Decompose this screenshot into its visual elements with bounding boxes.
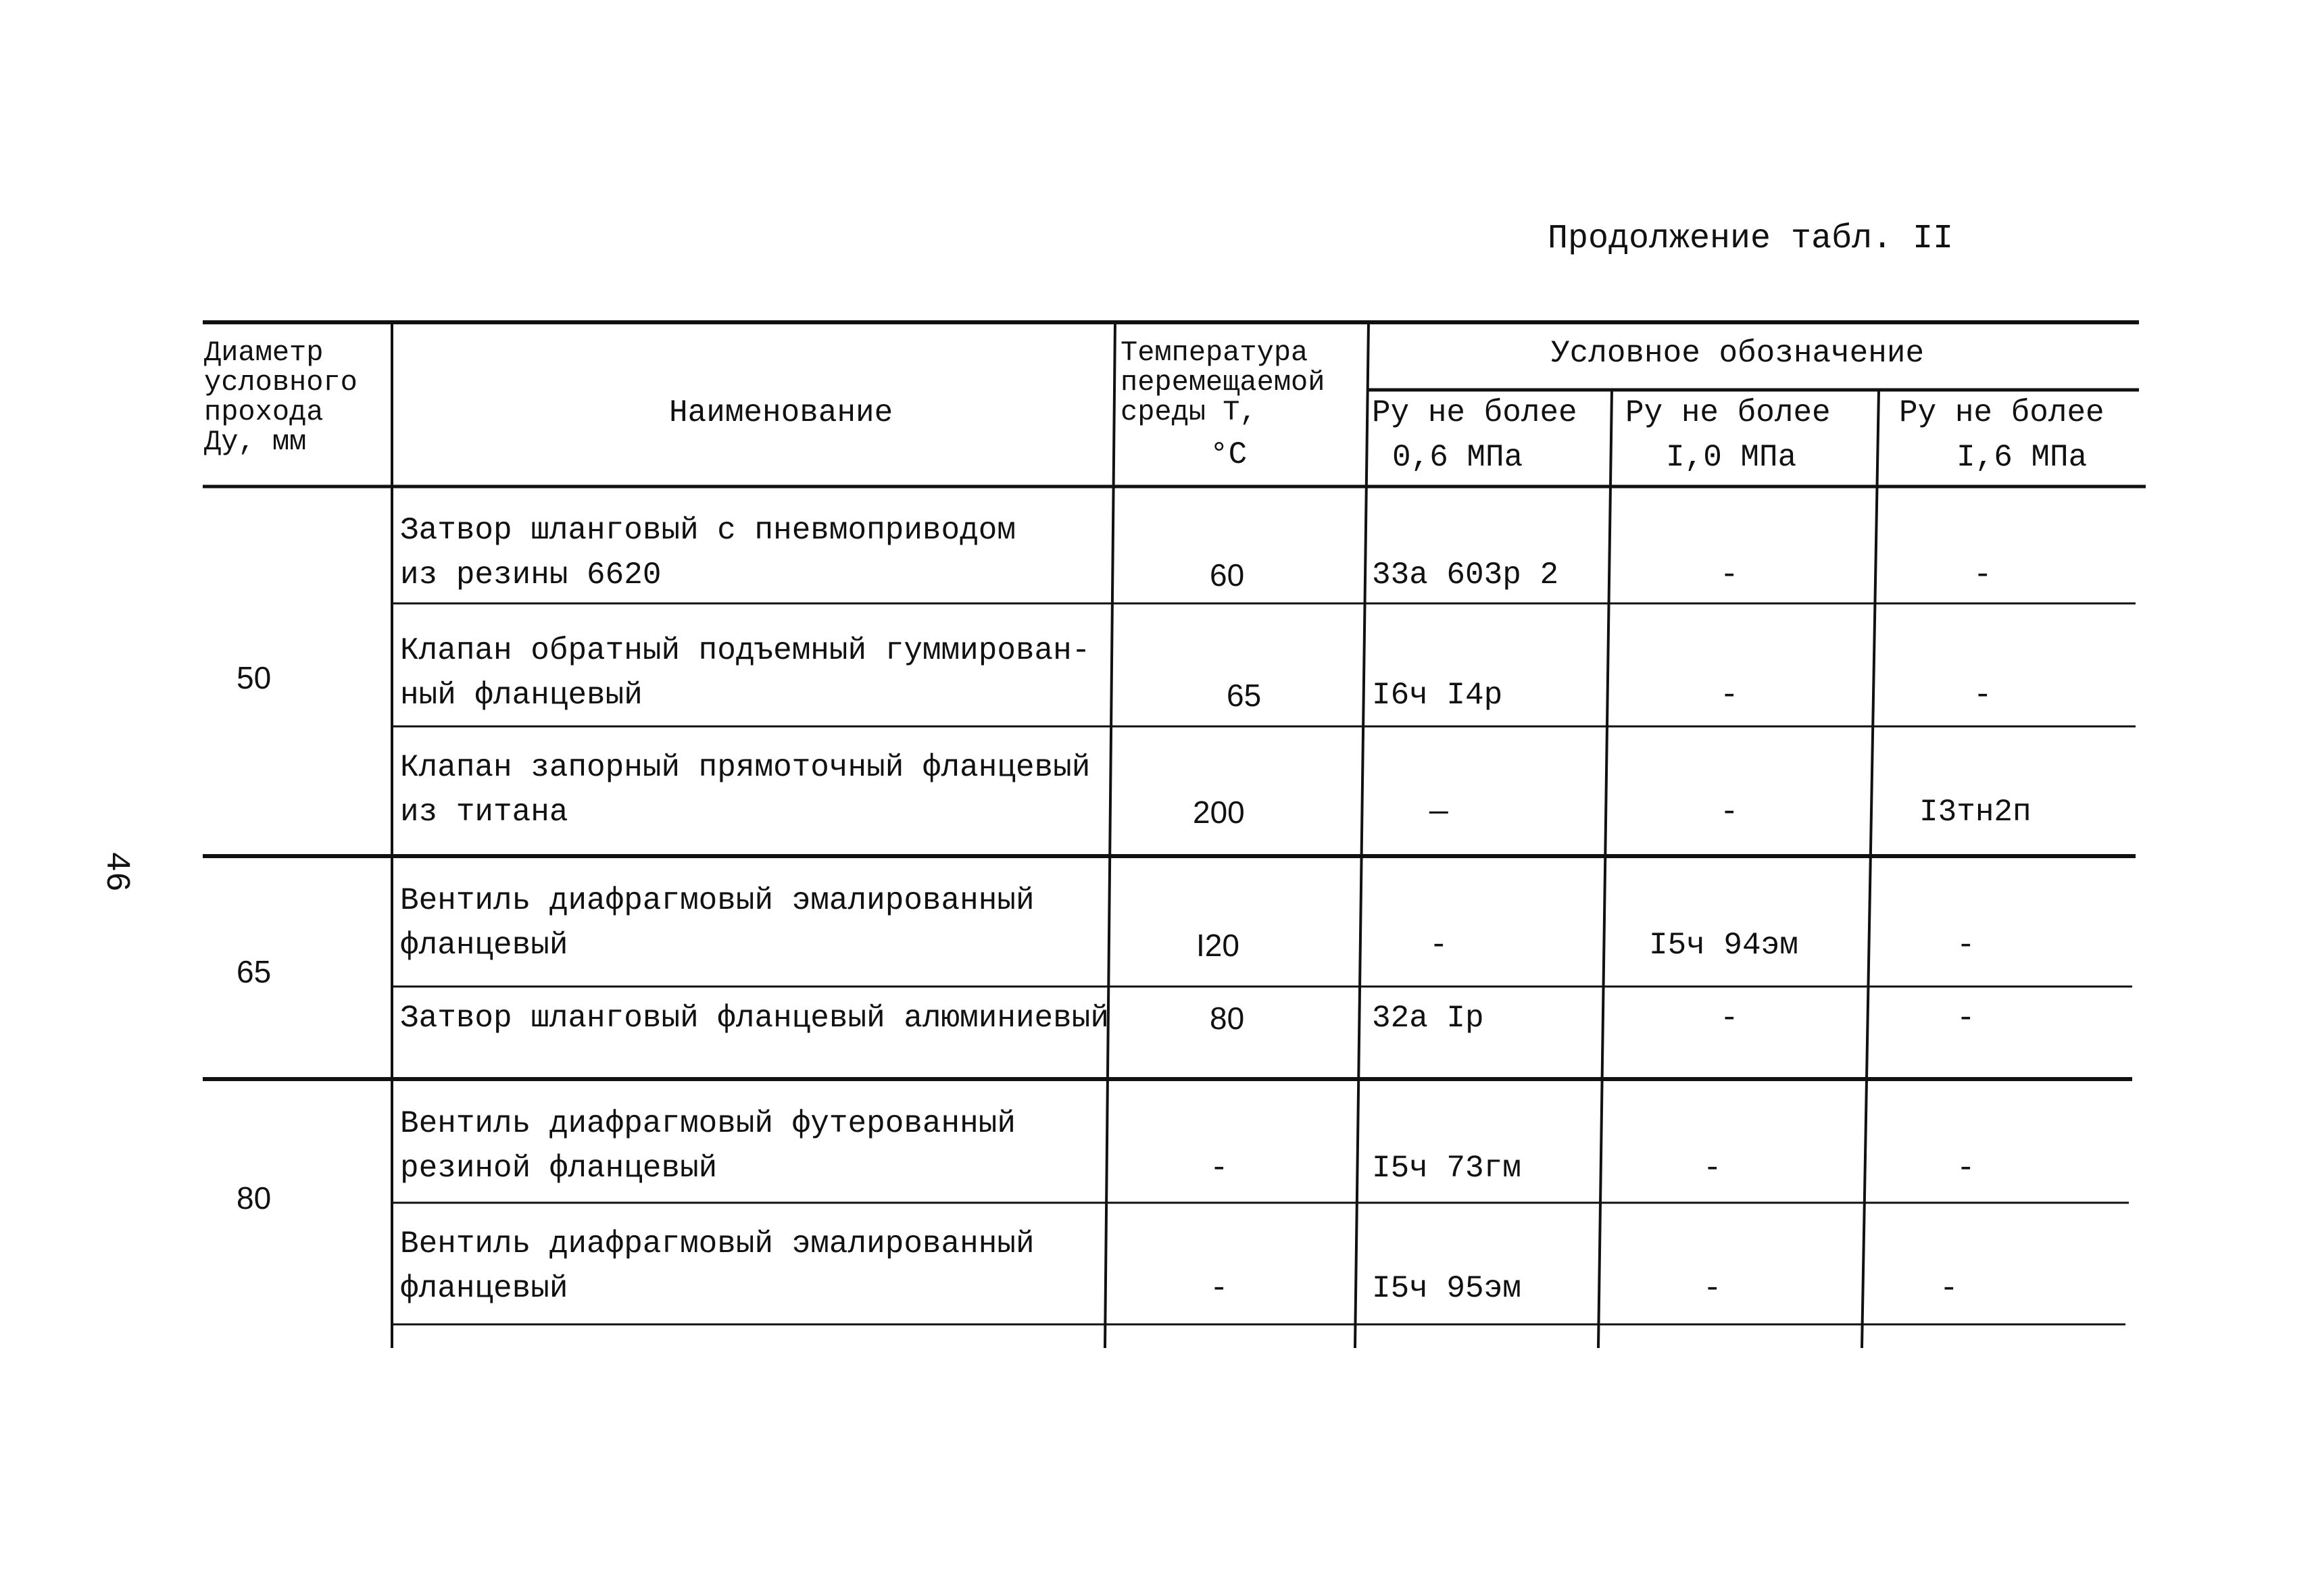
header-diameter-line-1: Диаметр [204, 336, 324, 369]
header-designation-group: Условное обозначение [1551, 336, 1925, 371]
row-p06: I6ч I4р [1372, 678, 1503, 713]
header-p16-line-1: Ру не более [1899, 395, 2104, 430]
header-diameter-line-2: условного [204, 366, 358, 399]
table-caption: Продолжение табл. II [1548, 220, 1954, 258]
header-diameter-line-4: Ду, мм [204, 426, 307, 458]
row-p16: - [1973, 678, 1992, 713]
row-p06: I5ч 95эм [1372, 1271, 1521, 1306]
row-name-line-1: Клапан запорный прямоточный фланцевый [400, 750, 1091, 785]
row-name-line-1: Вентиль диафрагмовый футерованный [400, 1106, 1016, 1141]
row-p10: I5ч 94эм [1649, 928, 1798, 963]
row-name-line-1: Затвор шланговый фланцевый алюминиевый [400, 1001, 1109, 1036]
row-p16: - [1956, 928, 1975, 963]
row-temperature: 65 [1227, 678, 1262, 713]
header-temperature-line-2: перемещаемой [1121, 366, 1325, 399]
header-p10-line-2: I,0 МПа [1666, 440, 1797, 475]
row-p10: - [1720, 1001, 1739, 1036]
row-temperature: 200 [1193, 795, 1245, 830]
row-temperature: 60 [1210, 557, 1245, 593]
row-p10: - [1703, 1151, 1722, 1186]
row-p06: - [1429, 928, 1448, 963]
header-p06-line-1: Ру не более [1372, 395, 1577, 430]
row-name-line-1: Клапан обратный подъемный гуммирован- [400, 633, 1091, 668]
row-name-line-1: Вентиль диафрагмовый эмалированный [400, 1226, 1035, 1262]
row-temperature: - [1210, 1151, 1229, 1186]
row-p06: 32а Iр [1372, 1001, 1484, 1036]
row-p16: - [1973, 557, 1992, 593]
header-p16-line-2: I,6 МПа [1956, 440, 2088, 475]
row-name-line-2: фланцевый [400, 928, 568, 963]
row-p16: - [1956, 1151, 1975, 1186]
row-p16: I3тн2п [1919, 795, 2032, 830]
row-p10: - [1720, 678, 1739, 713]
row-p06: — [1429, 795, 1448, 830]
row-p16: - [1940, 1271, 1959, 1306]
row-name-line-2: из резины 6620 [400, 557, 662, 593]
header-p10-line-1: Ру не более [1625, 395, 1831, 430]
header-temperature-line-3: среды Т, [1121, 396, 1257, 428]
row-p10: - [1720, 557, 1739, 593]
row-name-line-2: резиной фланцевый [400, 1151, 718, 1186]
row-p10: - [1703, 1271, 1722, 1306]
row-temperature: I20 [1196, 928, 1239, 963]
row-name-line-2: ный фланцевый [400, 678, 643, 713]
row-p06: 33а 603р 2 [1372, 557, 1559, 593]
diameter-cell: 50 [237, 660, 272, 695]
page-number: 46 [97, 851, 135, 893]
header-temperature-unit: °C [1210, 437, 1248, 472]
row-p16: - [1956, 1001, 1975, 1036]
header-p06-line-2: 0,6 МПа [1392, 440, 1523, 475]
row-temperature: - [1210, 1271, 1229, 1306]
row-name-line-1: Затвор шланговый с пневмоприводом [400, 513, 1016, 548]
row-name-line-2: из титана [400, 795, 568, 830]
row-name-line-2: фланцевый [400, 1271, 568, 1306]
row-p10: - [1720, 795, 1739, 830]
header-temperature-line-1: Температура [1121, 336, 1308, 369]
row-name-line-1: Вентиль диафрагмовый эмалированный [400, 883, 1035, 918]
diameter-cell: 80 [237, 1180, 272, 1216]
header-name: Наименование [669, 395, 893, 430]
row-temperature: 80 [1210, 1001, 1245, 1036]
header-diameter-line-3: прохода [204, 396, 324, 428]
row-p06: I5ч 73гм [1372, 1151, 1521, 1186]
diameter-cell: 65 [237, 954, 272, 989]
